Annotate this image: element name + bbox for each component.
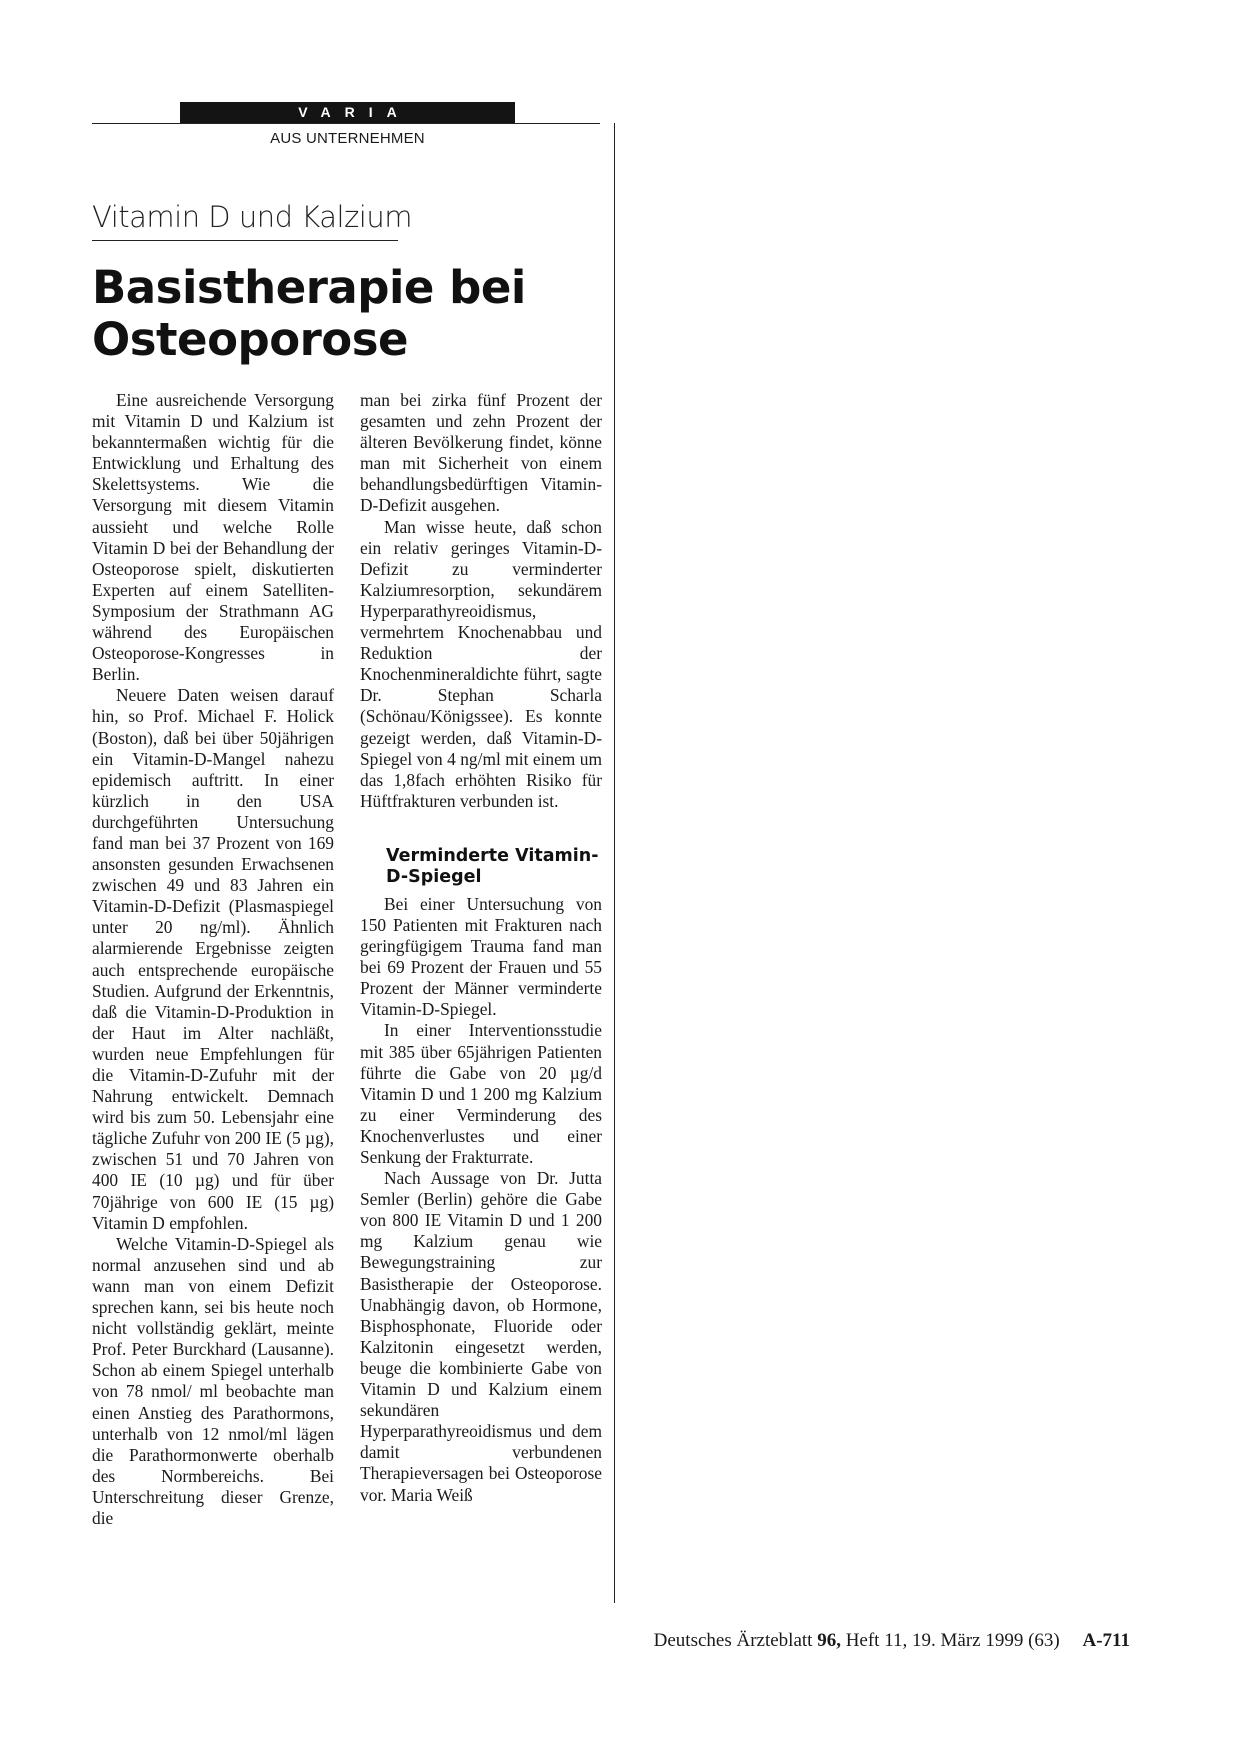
column-divider (614, 123, 615, 1603)
journal-volume: 96, (817, 1630, 841, 1651)
article-kicker: Vitamin D und Kalzium (92, 200, 412, 234)
subsection-label: AUS UNTERNEHMEN (270, 130, 425, 147)
article-paragraph: Man wisse heute, daß schon ein relativ geringes Vitamin-D-Defizit zu verminderter Kalziumresorption, sekundärem Hyperparathyreoidismus, vermehrtem Knochenabbau und Reduktion der Knochenmineraldichte führt, sagte Dr. Stephan Scharla (Schönau/Königssee). Es konnte gezeigt werden, daß Vitamin-D-Spiegel von 4 ng/ml mit einem um das 1,8fach erhöhten Risiko für Hüftfrakturen verbunden ist. (360, 516, 602, 811)
article-author: Maria Weiß (390, 1484, 473, 1505)
article-paragraph: Neuere Daten weisen darauf hin, so Prof. Michael F. Holick (Boston), daß bei über 50jährigen ein Vitamin-D-Mangel nahezu epidemisch auftritt. In einer kürzlich in den USA durchgeführten Untersuchung fand man bei 37 Prozent von 169 ansonsten gesunden Erwachsenen zwischen 49 und 83 Jahren ein Vitamin-D-Defizit (Plasmaspiegel unter 20 ng/ml). Ähnlich alarmierende Ergebnisse zeigten auch entsprechende europäische Studien. Aufgrund der Erkenntnis, daß die Vitamin-D-Produktion in der Haut im Alter nachläßt, wurden neue Empfehlungen für die Vitamin-D-Zufuhr mit der Nahrung entwickelt. Demnach wird bis zum 50. Lebensjahr eine tägliche Zufuhr von 200 IE (5 µg), zwischen 51 und 70 Jahren von 400 IE (10 µg) und für über 70jährige von 600 IE (15 µg) Vitamin D empfohlen. (92, 685, 334, 1233)
journal-issue: Heft 11, 19. März 1999 (63) (845, 1630, 1060, 1651)
header-rule (92, 123, 600, 124)
article-paragraph-text: Nach Aussage von Dr. Jutta Semler (Berlin) gehöre die Gabe von 800 IE Vitamin D und 1 200 mg Kalzium genau wie Bewegungstraining zur Basistherapie der Osteoporose. Unabhängig davon, ob Hormone, Bisphosphonate, Fluoride oder Kalzitonin eingesetzt werden, beuge die kombinierte Gabe von Vitamin D und Kalzium einem sekundären Hyperparathyreoidismus und dem damit verbundenen Therapieversagen bei Osteoporose vor. (360, 1168, 602, 1505)
article-headline: Basistherapie bei Osteoporose (92, 261, 526, 366)
page-footer (620, 1630, 1130, 1652)
page-number: A-711 (1082, 1630, 1130, 1651)
journal-name: Deutsches Ärzteblatt (653, 1630, 813, 1651)
article-paragraph: Bei einer Untersuchung von 150 Patienten mit Frakturen nach geringfügigem Trauma fand man bei 69 Prozent der Frauen und 55 Prozent der Männer verminderte Vitamin-D-Spiegel. (360, 893, 602, 1020)
section-label: VARIA (180, 102, 515, 123)
article-paragraph (360, 1168, 602, 1506)
article-paragraph: Eine ausreichende Versorgung mit Vitamin D und Kalzium ist bekanntermaßen wichtig für die Entwicklung und Erhaltung des Skelettsystems. Wie die Versorgung mit diesem Vitamin aussieht und welche Rolle Vitamin D bei der Behandlung der Osteoporose spielt, diskutierten Experten auf einem Satelliten-Symposium der Strathmann AG während des Europäischen Osteoporose-Kongresses in Berlin. (92, 390, 334, 685)
article-subhead: Verminderte Vitamin-D-Spiegel (386, 845, 599, 887)
article-paragraph: In einer Interventionsstudie mit 385 über 65jährigen Patienten führte die Gabe von 20 µg/d Vitamin D und 1 200 mg Kalzium zu einer Verminderung des Knochenverlustes und einer Senkung der Frakturrate. (360, 1020, 602, 1167)
article-column-right (360, 390, 602, 1506)
article-paragraph: Welche Vitamin-D-Spiegel als normal anzusehen sind und ab wann man von einem Defizit sprechen kann, sei bis heute noch nicht vollständig geklärt, meinte Prof. Peter Burckhard (Lausanne). Schon ab einem Spiegel unterhalb von 78 nmol/ ml beobachte man einen Anstieg des Parathormons, unterhalb von 12 nmol/ml lägen die Parathormonwerte oberhalb des Normbereichs. Bei Unterschreitung dieser Grenze, die (92, 1233, 334, 1528)
kicker-underline (92, 240, 398, 241)
article-paragraph-continued: man bei zirka fünf Prozent der gesamten und zehn Prozent der älteren Bevölkerung findet, könne man mit Sicherheit von einem behandlungsbedürftigen Vitamin-D-Defizit ausgehen. (360, 390, 602, 516)
article-column-left (92, 390, 334, 1529)
